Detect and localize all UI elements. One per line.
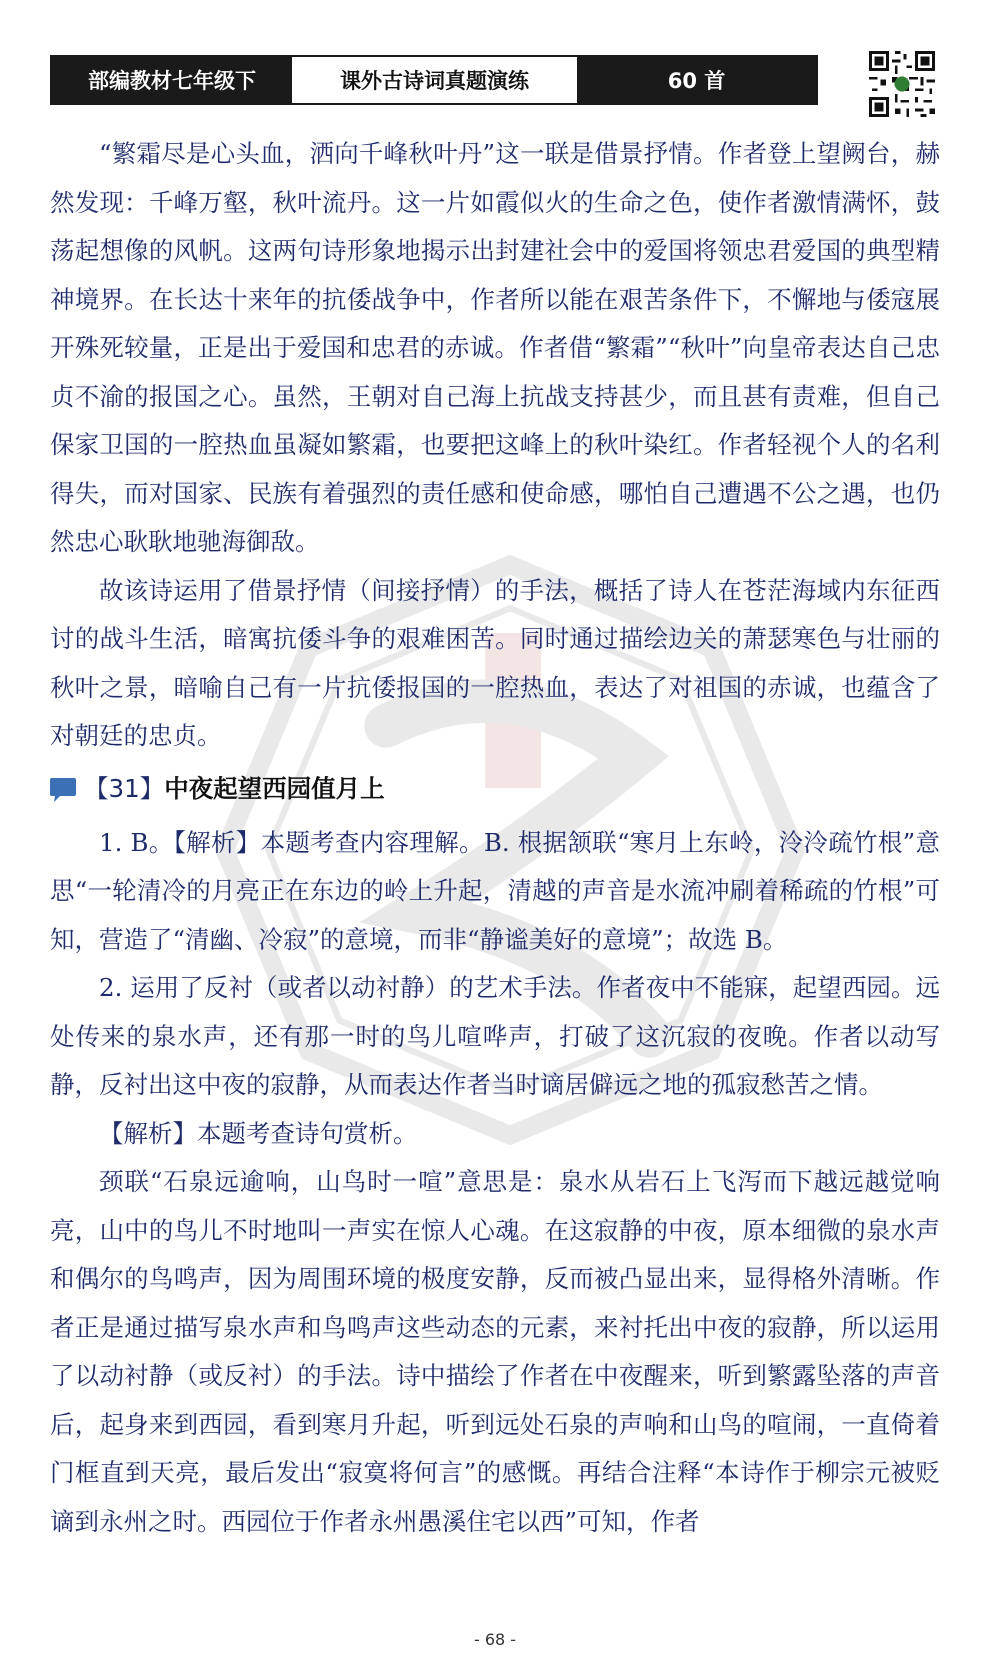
page-header <box>50 55 818 105</box>
section-heading <box>48 765 940 815</box>
paragraph: 1. B。【解析】本题考查内容理解。B. 根据颔联“寒月上东岭，泠泠疏竹根”意思“一轮清冷的月亮正在东边的岭上升起，清越的声音是水流冲刷着稀疏的竹根”可知，营造了“清幽、冷寂”的意境，而非“静谧美好的意境”；故选 B。 <box>50 827 940 954</box>
section-title: 中夜起望西园值月上 <box>164 774 385 804</box>
paragraph: 故该诗运用了借景抒情（间接抒情）的手法，概括了诗人在苍茫海域内东征西讨的战斗生活，暗寓抗倭斗争的艰难困苦。同时通过描绘边关的萧瑟寒色与壮丽的秋叶之景，暗喻自己有一片抗倭报国的一腔热血，表达了对祖国的赤诚，也蕴含了对朝廷的忠贞。 <box>50 575 940 750</box>
header-grade-label: 部编教材七年级下 <box>52 57 292 103</box>
section-number: 【31】 <box>84 774 165 804</box>
document-body <box>50 130 940 1546</box>
paragraph: 【解析】本题考查诗句赏析。 <box>99 1118 418 1148</box>
paragraph: 2. 运用了反衬（或者以动衬静）的艺术手法。作者夜中不能寐，起望西园。远处传来的泉水声，还有那一时的鸟儿喧哗声，打破了这沉寂的夜晚。作者以动写静，反衬出这中夜的寂静，从而表达作者当时谪居僻远之地的孤寂愁苦之情。 <box>50 973 940 1099</box>
paragraph: 颈联“石泉远逾响，山鸟时一喧”意思是：泉水从岩石上飞泻而下越远越觉响亮，山中的鸟儿不时地叫一声实在惊人心魂。在这寂静的中夜，原本细微的泉水声和偶尔的鸟鸣声，因为周围环境的极度安静，反而被凸显出来，显得格外清晰。作者正是通过描写泉水声和鸟鸣声这些动态的元素，来衬托出中夜的寂静，所以运用了以动衬静（或反衬）的手法。诗中描绘了作者在中夜醒来，听到繁露坠落的声音后，起身来到西园，看到寒月升起，听到远处石泉的声响和山鸟的喧闹，一直倚着门框直到天亮，最后发出“寂寞将何言”的感慨。再结合注释“本诗作于柳宗元被贬谪到永州之时。西园位于作者永州愚溪住宅以西”可知，作者 <box>50 1167 940 1536</box>
header-count: 60 首 <box>577 57 816 103</box>
header-title: 课外古诗词真题演练 <box>292 57 577 103</box>
qr-code-icon <box>866 48 938 120</box>
page-number: - 68 - <box>473 1630 517 1649</box>
paragraph: “繁霜尽是心头血，洒向千峰秋叶丹”这一联是借景抒情。作者登上望阙台，赫然发现：千峰万壑，秋叶流丹。这一片如霞似火的生命之色，使作者激情满怀，鼓荡起想像的风帆。这两句诗形象地揭示出封建社会中的爱国将领忠君爱国的典型精神境界。在长达十来年的抗倭战争中，作者所以能在艰苦条件下，不懈地与倭寇展开殊死较量，正是出于爱国和忠君的赤诚。作者借“繁霜”“秋叶”向皇帝表达自己忠贞不渝的报国之心。虽然，王朝对自己海上抗战支持甚少，而且甚有责难，但自己保家卫国的一腔热血虽凝如繁霜，也要把这峰上的秋叶染红。作者轻视个人的名利得失，而对国家、民族有着强烈的责任感和使命感，哪怕自己遭遇不公之遇，也仍然忠心耿耿地驰海御敌。 <box>50 139 940 556</box>
speech-bubble-icon <box>48 777 78 803</box>
